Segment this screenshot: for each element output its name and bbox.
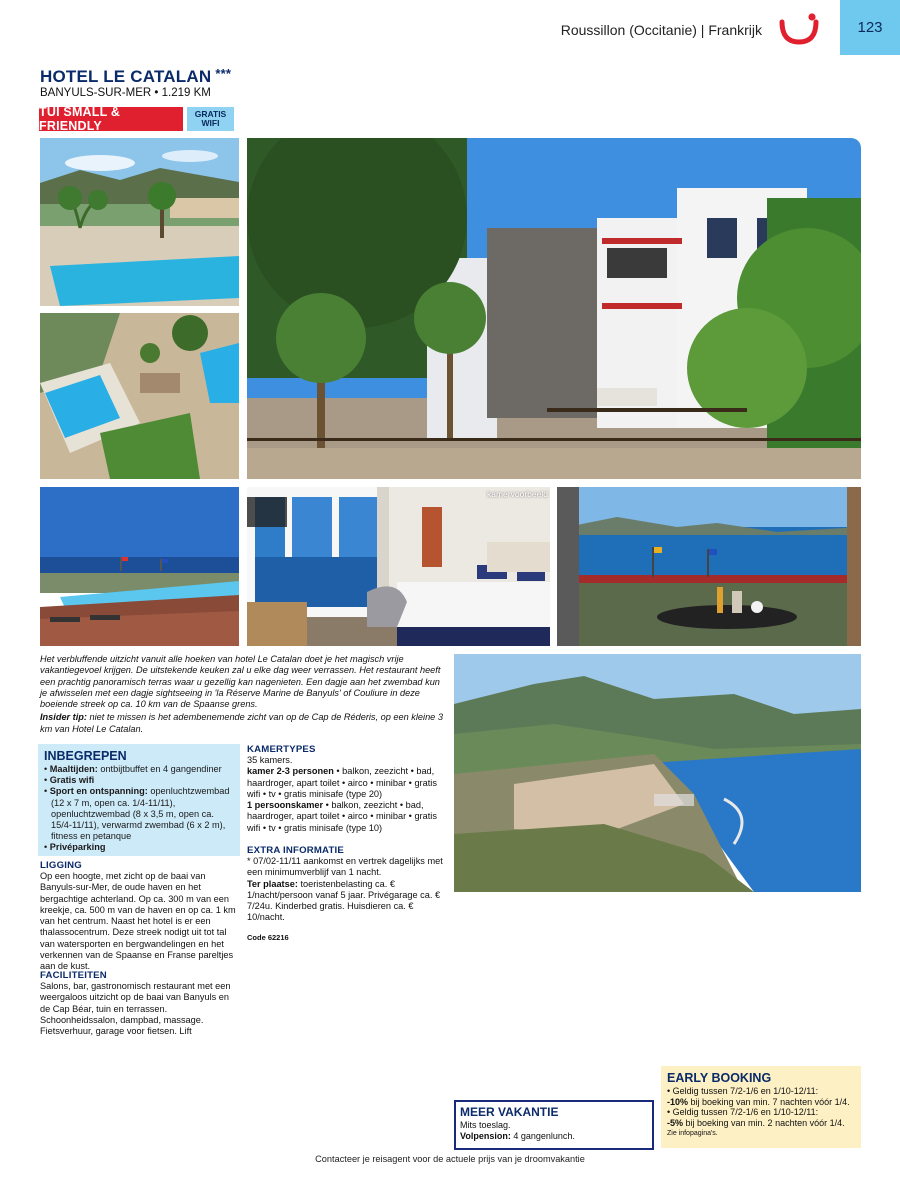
- location-section: [40, 860, 240, 973]
- included-label: Privéparking: [49, 842, 106, 853]
- list-item: • Sport en ontspanning: openluchtzwembad (12 x 7 m, open ca. 1/4-11/11), openluchtzwembad (8 x 3,5 m, open ca. 15/4-11/11), verwarmd zwembad (6 x 2 m), fitness en petanque: [44, 786, 230, 842]
- list-item: • Maaltijden: ontbijtbuffet en 4 gangendiner: [44, 764, 222, 774]
- insider-tip-label: Insider tip:: [40, 712, 87, 723]
- more-holiday-line2: [460, 1131, 648, 1142]
- list-item: • Privéparking: [44, 842, 106, 853]
- room-type-1-text: • balkon, zeezicht • bad, haardroger, apart toilet • airco • minibar • gratis wifi • tv • gratis minisafe (type 20): [247, 766, 437, 799]
- included-text: ontbijtbuffet en 4 gangendiner: [97, 764, 222, 774]
- extra-info-local-label: Ter plaatse:: [247, 878, 298, 889]
- room-type-2: [247, 800, 447, 834]
- included-list: [44, 764, 234, 854]
- page-number: 123: [857, 19, 883, 36]
- location-text: Op een hoogte, met zicht op de baai van Banyuls-sur-Mer, de oude haven en het bergachtige achterland. Op ca. 300 m van een kreekje, ca. 500 m van de haven en op ca. 1 km van het centrum. Naast het hotel is er een thalassocentrum. Deze streek nodigt uit tot tal van watersporten en bergwandelingen en het verkennen van de Spaanse en Franse pareltjes aan de kust.: [40, 871, 236, 972]
- region-label: Roussillon (Occitanie) | Frankrijk: [560, 22, 762, 38]
- aerial-pool-photo: [40, 313, 239, 479]
- room-types-title: KAMERTYPES: [247, 744, 316, 755]
- pool-view-photo: [40, 138, 239, 306]
- early-booking-line2: [667, 1097, 855, 1108]
- small-friendly-badge: TUI SMALL & FRIENDLY: [39, 107, 183, 131]
- included-label: Maaltijden:: [49, 764, 98, 774]
- discount-5: -5%: [667, 1117, 684, 1128]
- early-booking-line1: • Geldig tussen 7/2-1/6 en 1/10-12/11:: [667, 1086, 819, 1096]
- intro-text: [40, 654, 448, 735]
- location-title: LIGGING: [40, 860, 82, 871]
- room-type-2-label: 1 persoonskamer: [247, 800, 324, 811]
- extra-info-section: [247, 845, 447, 924]
- pool-sea-photo: [40, 487, 239, 646]
- discount-10: -10%: [667, 1096, 689, 1107]
- footer-text: Contacteer je reisagent voor de actuele prijs van je droomvakantie: [315, 1154, 585, 1164]
- list-item: • Gratis wifi: [44, 775, 95, 786]
- intro-paragraph: Het verbluffende uitzicht vanuit alle hoeken van hotel Le Catalan doet je het magisch vrije vakantiegevoel krijgen. De uitstekende keuken zal u elke dag weer verrassen. Het restaurant heeft een prachtig panoramisch terras waar u gezellig kan nagenieten. Een dagje aan het zwembad kun je afwisselen met een dagje sightseeing in 'la Réserve Marine de Banyuls' of Couliure in deze boeiende streek op ca. 10 km van de Spaanse grens.: [40, 654, 441, 710]
- room-type-1-label: kamer 2-3 personen: [247, 766, 334, 777]
- included-label: Gratis wifi: [49, 775, 95, 786]
- page-number-box: [840, 0, 900, 55]
- facilities-section: [40, 970, 240, 1037]
- full-board-text: 4 gangenlunch.: [510, 1131, 575, 1141]
- extra-info-text-1: * 07/02-11/11 aankomst en vertrek dagelijks met een minimumverblijf van 1 nacht.: [247, 856, 443, 878]
- room-example-caption: kamervoorbeeld: [487, 489, 548, 499]
- extra-info-local-text: toeristenbelasting ca. € 1/nacht/persoon vanaf 5 jaar. Privégarage ca. € 7/24u. Kinderbed gratis. Huisdieren ca. € 10/nacht.: [247, 878, 441, 923]
- room-photo: [247, 487, 550, 646]
- full-board-label: Volpension:: [460, 1131, 511, 1141]
- room-type-2-text: • balkon, zeezicht • bad, haardroger, apart toilet • airco • minibar • gratis wifi • tv • gratis minisafe (type 10): [247, 800, 437, 833]
- facilities-text: Salons, bar, gastronomisch restaurant met een weergaloos uitzicht op de baai van Banyuls en de Cap Béar, tuin en terrassen. Schoonheidssalon, dampbad, massage. Fietsverhuur, garage voor fietsen. Lift: [40, 981, 231, 1037]
- more-holiday-title: MEER VAKANTIE: [460, 1105, 559, 1119]
- extra-info-local: [247, 879, 447, 924]
- extra-info-title: EXTRA INFORMATIE: [247, 845, 345, 856]
- included-box: [38, 744, 240, 856]
- insider-tip-text: niet te missen is het adembenemende zicht van op de Cap de Réderis, op een kleine 3 km van Hotel Le Catalan.: [40, 712, 443, 734]
- terrace-breakfast-photo: [557, 487, 861, 646]
- wifi-badge: [187, 107, 234, 131]
- early-booking-title: EARLY BOOKING: [667, 1071, 772, 1085]
- more-holiday-line1: Mits toeslag.: [460, 1120, 511, 1130]
- discount-10-text: bij boeking van min. 7 nachten vóór 1/4.: [688, 1096, 850, 1107]
- facilities-title: FACILITEITEN: [40, 970, 107, 981]
- hotel-stars: ***: [215, 66, 232, 81]
- early-booking-note: Zie infopagina's.: [667, 1130, 718, 1138]
- hotel-title: [40, 66, 231, 87]
- hotel-name: HOTEL LE CATALAN: [40, 67, 212, 86]
- hotel-location: BANYULS-SUR-MER • 1.219 KM: [40, 87, 211, 99]
- banyuls-bay-photo: [454, 654, 861, 892]
- early-booking-line4: [667, 1118, 855, 1129]
- room-type-1: [247, 766, 447, 800]
- included-text: openluchtzwembad (12 x 7 m, open ca. 1/4-11/11), openluchtzwembad (8 x 3,5 m, open ca. 15/4-11/11), verwarmd zwembad (6 x 2 m), fitness en petanque: [51, 786, 230, 842]
- room-types-section: [247, 744, 447, 834]
- more-holiday-box: [454, 1100, 654, 1150]
- product-code: Code 62216: [247, 933, 289, 942]
- early-booking-box: [661, 1066, 861, 1148]
- discount-5-text: bij boeking van min. 2 nachten vóór 1/4.: [683, 1117, 845, 1128]
- included-label: Sport en ontspanning:: [49, 786, 148, 797]
- room-count: 35 kamers.: [247, 755, 293, 765]
- early-booking-line3: • Geldig tussen 7/2-1/6 en 1/10-12/11:: [667, 1107, 819, 1118]
- tui-logo-icon: [778, 12, 820, 48]
- wifi-badge-line2: WIFI: [201, 118, 220, 128]
- hotel-exterior-photo: [247, 138, 861, 479]
- wifi-badge-line1: GRATIS: [194, 109, 227, 119]
- insider-tip: [40, 712, 448, 735]
- included-title: INBEGREPEN: [44, 749, 127, 763]
